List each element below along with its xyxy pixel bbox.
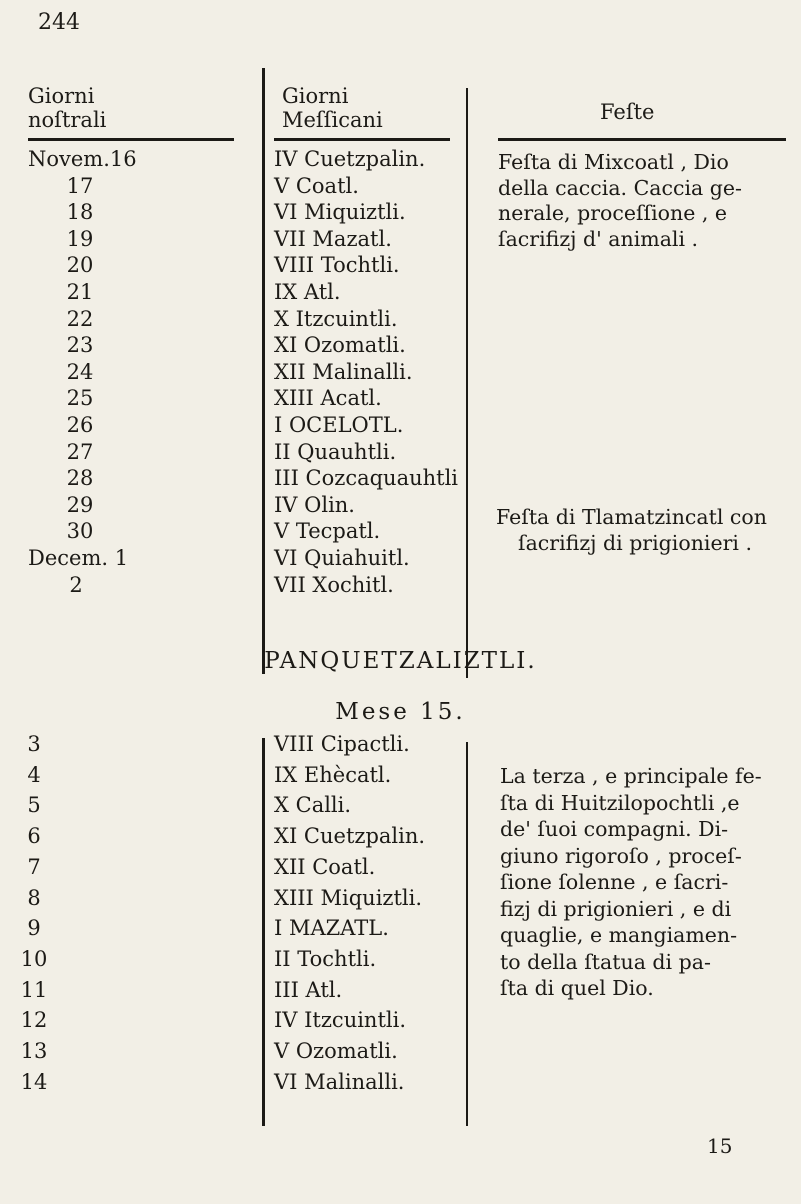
feast-huitzilopochtli-line: ſione ſolenne , e ſacri- [500, 870, 729, 894]
feast-tlamatzincatl [496, 505, 788, 556]
table1-our-day: 17 [66, 173, 94, 198]
section-title: PANQUETZALIZTLI. [264, 648, 537, 674]
table1-our-day: 29 [66, 492, 94, 517]
table2-our-day: 10 [20, 946, 48, 971]
table1-mexican-day: IV Cuetzpalin. [274, 147, 426, 171]
feast-mixcoatl [498, 150, 786, 252]
table2-mexican-day: XI Cuetzpalin. [274, 824, 426, 849]
table2-our-day: 12 [20, 1008, 48, 1033]
feast-mixcoatl-line: ſacrifizj d' animali . [498, 226, 699, 251]
header-mexican-days-line2: Meſſicani [282, 108, 383, 132]
table1-our-day: Decem. 1 [28, 546, 129, 570]
table1-mexican-day: XIII Acatl. [274, 386, 382, 411]
table1-our-day: 21 [66, 280, 94, 304]
table1-our-day: 27 [66, 439, 94, 464]
table1-our-day: 20 [66, 253, 94, 278]
table2-mexican-day: VIII Cipactli. [274, 732, 410, 756]
separator-left-1 [262, 68, 265, 674]
feast-huitzilopochtli-line: ſta di Huitzilopochtli ,e [500, 790, 740, 815]
feast-tlamatzincatl-line: Feſta di Tlamatzincatl con [496, 505, 767, 529]
table1-mexican-day: IX Atl. [274, 280, 341, 304]
table1-mexican-day: III Cozcaquauhtli [274, 466, 459, 491]
header-feasts: Feſte [600, 100, 655, 124]
table1-our-day: 19 [66, 226, 94, 251]
table1-mexican-day: VI Quiahuitl. [274, 546, 410, 570]
separator-left-2 [262, 738, 265, 1126]
feast-mixcoatl-line: Feſta di Mixcoatl , Dio [498, 150, 729, 174]
table2-mexican-day: VI Malinalli. [274, 1069, 405, 1094]
feast-huitzilopochtli-line: to della ſtatua di pa- [500, 949, 711, 974]
table1-mexican-day: XI Ozomatli. [274, 333, 406, 358]
table2-mexican-day: I MAZATL. [274, 916, 389, 941]
table1-mexican-day: I OCELOTL. [274, 413, 404, 437]
table1-mexican-day: X Itzcuintli. [274, 306, 398, 331]
table2-our-day: 11 [20, 977, 48, 1002]
separator-right-1 [466, 88, 468, 678]
table2-our-day: 3 [27, 732, 41, 756]
table2-our-day: 6 [27, 824, 41, 849]
table1-mexican-day: VIII Tochtli. [274, 253, 400, 278]
header-our-days-line1: Giorni [28, 84, 95, 108]
table2-our-day: 4 [27, 762, 41, 787]
header-rule-3 [498, 138, 786, 141]
month-label: Mese 15. [335, 699, 466, 725]
table2-our-day: 9 [27, 916, 41, 941]
table2-mexican-day: II Tochtli. [274, 946, 377, 971]
feast-huitzilopochtli-line: quaglie, e mangiamen- [500, 923, 738, 947]
table1-mexican-day: IV Olin. [274, 492, 355, 517]
feast-huitzilopochtli [500, 763, 790, 1002]
table2-mexican-day: XIII Miquiztli. [274, 885, 423, 910]
table2-mexican-day: IX Ehècatl. [274, 762, 392, 787]
feast-huitzilopochtli-line: giuno rigoroſo , proceſ- [500, 843, 742, 868]
footer-number: 15 [707, 1134, 733, 1158]
header-mexican-days [282, 84, 383, 132]
table2-mexican-day: V Ozomatli. [274, 1039, 398, 1063]
table1-our-day: 18 [66, 200, 94, 225]
table1-our-day: 23 [66, 333, 94, 358]
feast-mixcoatl-line: nerale, proceſſione , e [498, 201, 728, 225]
table1-our-day: Novem.16 [28, 147, 137, 171]
table1-mexican-day: VI Miquiztli. [274, 200, 406, 225]
header-rule-2 [274, 138, 450, 141]
header-our-days-line2: noſtrali [28, 108, 107, 132]
feast-tlamatzincatl-line: ſacrifizj di prigionieri . [518, 530, 752, 555]
table2-our-day: 5 [27, 793, 41, 818]
table1-our-day: 24 [66, 359, 94, 384]
table2-mexican-day: X Calli. [274, 793, 352, 818]
table1-mexican-day: V Tecpatl. [274, 519, 381, 544]
table1-our-day: 30 [66, 519, 94, 544]
page-number: 244 [38, 10, 80, 35]
header-rule-1 [28, 138, 234, 141]
table1-our-day: 28 [66, 466, 94, 491]
table1-our-day: 22 [66, 306, 94, 331]
header-our-days [28, 84, 106, 132]
table1-mexican-day: VII Mazatl. [274, 226, 392, 251]
table2-our-day: 8 [27, 885, 41, 910]
table1-our-day: 25 [66, 386, 94, 411]
table1-mexican-day: II Quauhtli. [274, 439, 397, 464]
table2-mexican-day: XII Coatl. [274, 854, 376, 879]
table2-our-day: 7 [27, 854, 41, 879]
feast-mixcoatl-line: della caccia. Caccia ge- [498, 175, 742, 200]
table2-mexican-day: III Atl. [274, 977, 343, 1002]
table2-our-day: 14 [20, 1069, 48, 1094]
feast-huitzilopochtli-line: fizj di prigionieri , e di [500, 896, 732, 921]
table1-our-day: 2 [69, 572, 83, 597]
table2-our-day: 13 [20, 1039, 48, 1063]
header-mexican-days-line1: Giorni [282, 84, 349, 108]
table1-mexican-day: XII Malinalli. [274, 359, 413, 384]
feast-huitzilopochtli-line: La terza , e principale fe- [500, 764, 762, 788]
feast-huitzilopochtli-line: de' ſuoi compagni. Di- [500, 817, 729, 841]
separator-right-2 [466, 742, 468, 1126]
table1-mexican-day: VII Xochitl. [274, 572, 394, 597]
table2-mexican-day: IV Itzcuintli. [274, 1008, 407, 1033]
table1-our-day: 26 [66, 413, 94, 437]
table1-mexican-day: V Coatl. [274, 173, 359, 198]
feast-huitzilopochtli-line: ſta di quel Dio. [500, 976, 654, 1000]
